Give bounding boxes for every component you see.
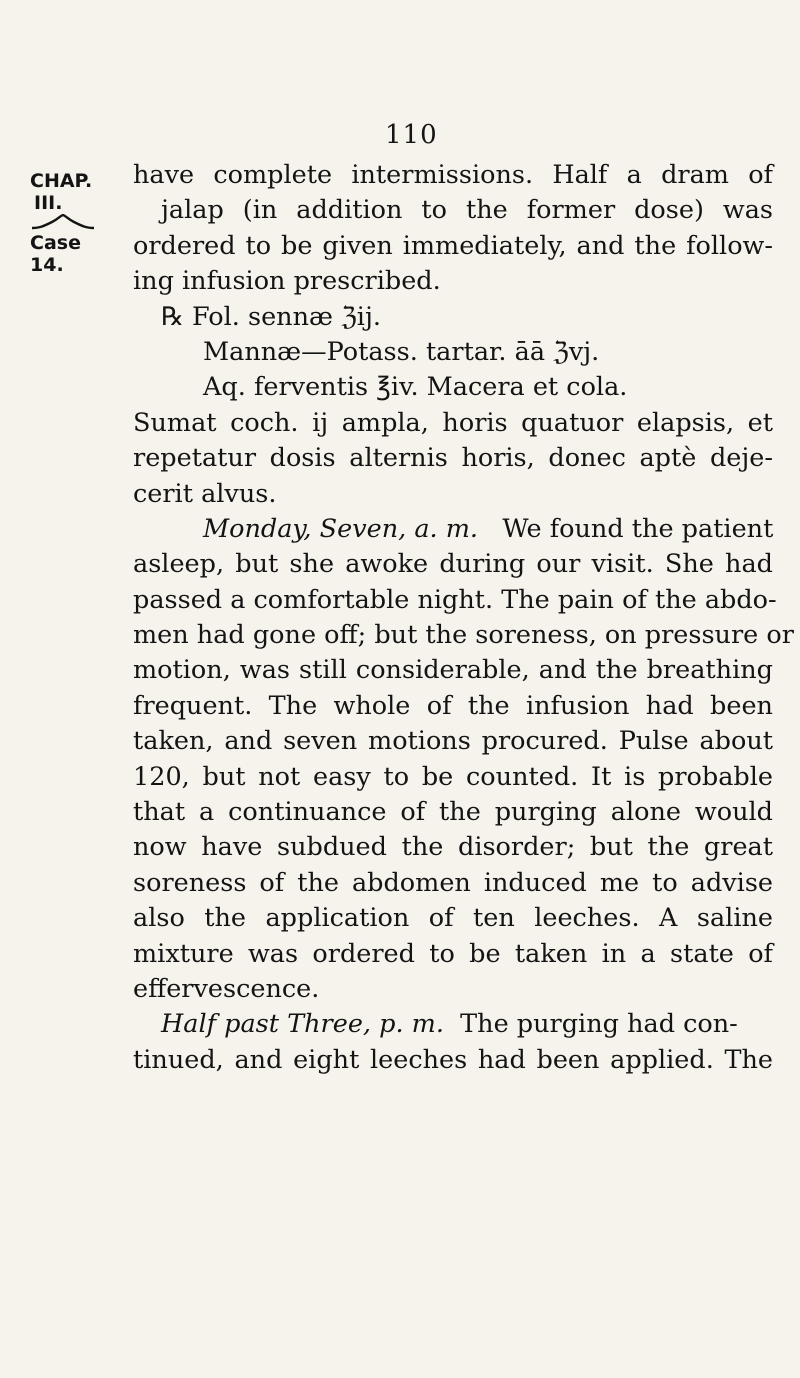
body-text	[133, 158, 794, 1078]
margin-note	[30, 170, 110, 276]
text-line: motion, was still considerable, and the breathing	[133, 655, 773, 686]
text-line: effervescence.	[133, 973, 320, 1004]
chapter-number: III.	[34, 192, 63, 214]
text-line: ing infusion prescribed.	[133, 266, 441, 297]
prescription-line: ℞ Fol. sennæ ℨij.	[161, 301, 381, 332]
text-line: repetatur dosis alternis horis, donec aptè deje-	[133, 443, 773, 474]
page-number: 110	[385, 120, 438, 150]
text-line: Sumat coch. ij ampla, horis quatuor elapsis, et	[133, 407, 773, 438]
text-line	[133, 1007, 773, 1042]
text-line: asleep, but she awoke during our visit. She had	[133, 549, 773, 580]
date-heading-half-past: Half past Three, p. m.	[161, 1009, 444, 1040]
date-heading-monday: Monday, Seven, a. m.	[203, 513, 479, 544]
text-line	[133, 512, 773, 547]
text-line: frequent. The whole of the infusion had been	[133, 690, 773, 721]
text-line: ordered to be given immediately, and the follow-	[133, 230, 773, 261]
text-line: tinued, and eight leeches had been applied. The	[133, 1044, 773, 1075]
text-line: also the application of ten leeches. A saline	[133, 903, 773, 934]
case-label: Case 14.	[30, 232, 81, 276]
text-line: soreness of the abdomen induced me to advise	[133, 867, 773, 898]
text-line: mixture was ordered to be taken in a state of	[133, 938, 773, 969]
text-line: have complete intermissions. Half a dram of	[133, 160, 773, 190]
text-line: cerit alvus.	[133, 478, 277, 509]
text-line: men had gone off; but the soreness, on pressure or	[133, 620, 794, 651]
text-line: taken, and seven motions procured. Pulse about	[133, 726, 773, 757]
text-fragment: We found the patient	[502, 513, 774, 544]
text-fragment: The purging had con-	[460, 1009, 738, 1040]
text-line: 120, but not easy to be counted. It is probable	[133, 761, 773, 792]
prescription-line: Aq. ferventis ℥iv. Macera et cola.	[203, 372, 628, 403]
text-line: that a continuance of the purging alone would	[133, 797, 773, 828]
brace-ornament-icon	[30, 214, 96, 230]
prescription-line: Mannæ—Potass. tartar. āā ℨvj.	[203, 336, 600, 367]
chapter-label: CHAP.	[30, 170, 93, 192]
text-line: now have subdued the disorder; but the great	[133, 832, 773, 863]
text-line: passed a comfortable night. The pain of the abdo-	[133, 584, 777, 615]
text-line: jalap (in addition to the former dose) was	[161, 195, 773, 226]
